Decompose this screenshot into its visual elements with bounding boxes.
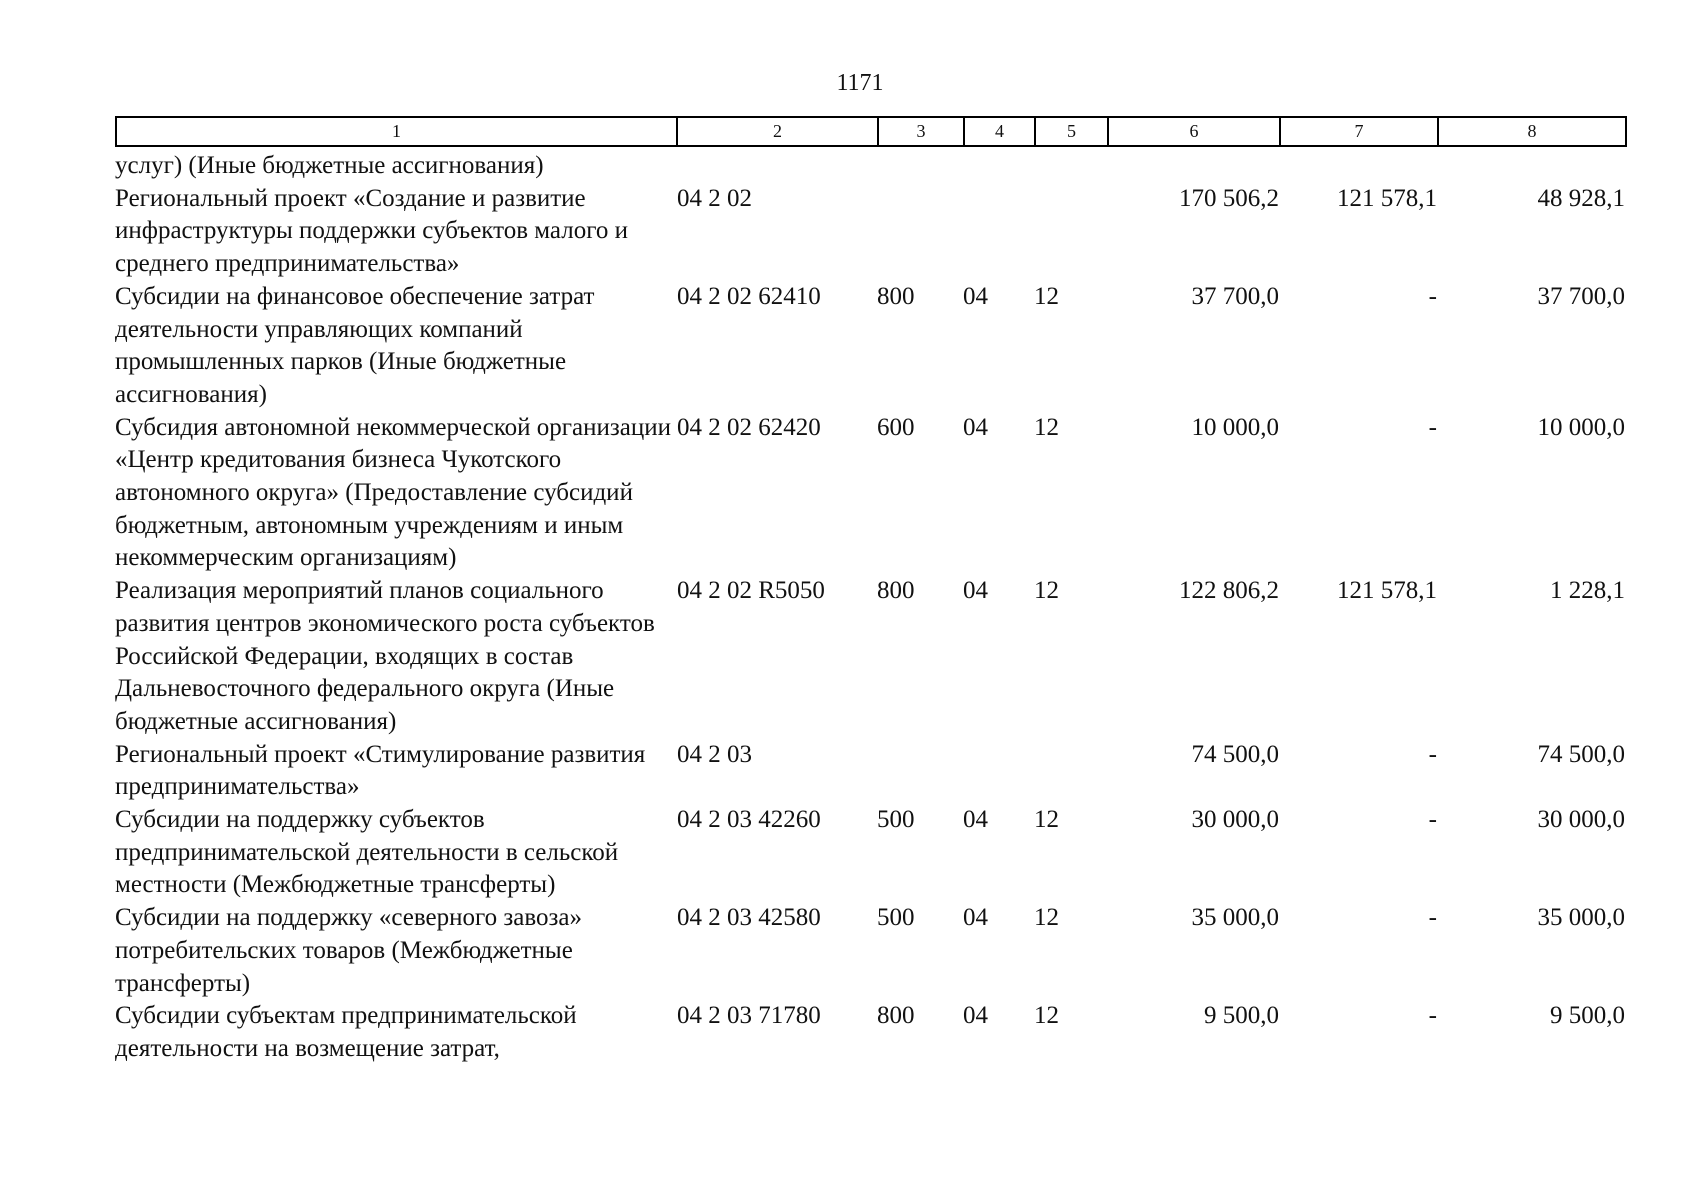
- column-number: 6: [1108, 117, 1280, 146]
- table-row: [115, 1000, 1625, 1065]
- table-row: [115, 902, 1625, 1000]
- expense-type: 500: [877, 904, 915, 932]
- row-name: Региональный проект «Создание и развитие инфраструктуры поддержки субъектов малого и среднего предпринимательства»: [115, 184, 628, 278]
- expense-type: 800: [877, 577, 915, 605]
- subsection: [1034, 183, 1107, 281]
- table-row: [115, 804, 1625, 902]
- amount-federal: -: [1428, 1002, 1437, 1030]
- row-name: Реализация мероприятий планов социального развития центров экономического роста субъектов Российской Федерации, входящих в состав Дальневосточного федерального округа (Иные бюджетные ассигнования): [115, 577, 655, 735]
- expense-type: [877, 183, 963, 281]
- row-name: Субсидия автономной некоммерческой организации «Центр кредитования бизнеса Чукотского автономного округа» (Предоставление субсидий бюджетным, автономным учреждениям и иным некоммерческим организациям): [115, 413, 671, 572]
- amount-total: [1107, 150, 1279, 183]
- table-row: [115, 575, 1625, 739]
- expense-type: 800: [877, 282, 915, 310]
- subsection: [1034, 150, 1107, 183]
- target-code: 04 2 02 62410: [677, 282, 821, 310]
- target-code: 04 2 03 71780: [677, 1002, 821, 1030]
- target-code: 04 2 03 42580: [677, 904, 821, 932]
- amount-federal: [1279, 150, 1437, 183]
- amount-federal: 121 578,1: [1337, 577, 1437, 605]
- amount-total: 170 506,2: [1179, 184, 1279, 212]
- subsection: 12: [1034, 577, 1059, 605]
- section: 04: [963, 806, 988, 834]
- subsection: [1034, 739, 1107, 804]
- column-header-table: [115, 116, 1627, 147]
- amount-total: 35 000,0: [1191, 904, 1279, 932]
- target-code: 04 2 02 R5050: [677, 577, 825, 605]
- subsection: 12: [1034, 806, 1059, 834]
- section: [963, 739, 1034, 804]
- amount-federal: -: [1428, 282, 1437, 310]
- amount-total: 122 806,2: [1179, 577, 1279, 605]
- amount-total: 30 000,0: [1191, 806, 1279, 834]
- table-row: [115, 150, 1625, 183]
- amount-regional: 9 500,0: [1550, 1002, 1625, 1030]
- column-number: 8: [1438, 117, 1626, 146]
- amount-regional: 35 000,0: [1537, 904, 1625, 932]
- amount-regional: 10 000,0: [1537, 413, 1625, 441]
- subsection: 12: [1034, 282, 1059, 310]
- row-name: Субсидии на финансовое обеспечение затрат деятельности управляющих компаний промышленных парков (Иные бюджетные ассигнования): [115, 282, 595, 408]
- table-row: [115, 281, 1625, 412]
- expense-type: [877, 150, 963, 183]
- amount-total: 37 700,0: [1191, 282, 1279, 310]
- section: 04: [963, 282, 988, 310]
- column-number-row: [116, 117, 1626, 146]
- amount-total: 9 500,0: [1204, 1002, 1279, 1030]
- amount-regional: 1 228,1: [1550, 577, 1625, 605]
- amount-federal: -: [1428, 413, 1437, 441]
- amount-federal: -: [1428, 806, 1437, 834]
- amount-federal: -: [1428, 740, 1437, 768]
- amount-federal: -: [1428, 904, 1437, 932]
- target-code: [676, 150, 877, 183]
- amount-regional: [1437, 150, 1625, 183]
- section: 04: [963, 1002, 988, 1030]
- amount-regional: 37 700,0: [1537, 282, 1625, 310]
- amount-regional: 30 000,0: [1537, 806, 1625, 834]
- section: [963, 150, 1034, 183]
- budget-table: [115, 150, 1625, 1066]
- expense-type: 800: [877, 1002, 915, 1030]
- table-row: [115, 183, 1625, 281]
- section: 04: [963, 413, 988, 441]
- amount-regional: 48 928,1: [1537, 184, 1625, 212]
- target-code: 04 2 02: [677, 184, 752, 212]
- section: [963, 183, 1034, 281]
- section: 04: [963, 577, 988, 605]
- subsection: 12: [1034, 1002, 1059, 1030]
- expense-type: [877, 739, 963, 804]
- subsection: 12: [1034, 904, 1059, 932]
- column-number: 4: [964, 117, 1035, 146]
- expense-type: 500: [877, 806, 915, 834]
- target-code: 04 2 03 42260: [677, 806, 821, 834]
- row-name: Субсидии субъектам предпринимательской деятельности на возмещение затрат,: [115, 1002, 577, 1062]
- amount-regional: 74 500,0: [1537, 740, 1625, 768]
- table-row: [115, 412, 1625, 576]
- page-number: 1171: [836, 70, 884, 96]
- subsection: 12: [1034, 413, 1059, 441]
- amount-federal: 121 578,1: [1337, 184, 1437, 212]
- amount-total: 74 500,0: [1191, 740, 1279, 768]
- target-code: 04 2 02 62420: [677, 413, 821, 441]
- row-name: Региональный проект «Стимулирование развития предпринимательства»: [115, 740, 646, 801]
- table-row: [115, 739, 1625, 804]
- row-name: Субсидии на поддержку «северного завоза» потребительских товаров (Межбюджетные трансферты): [115, 904, 582, 997]
- column-number: 5: [1035, 117, 1108, 146]
- column-number: 2: [677, 117, 878, 146]
- amount-total: 10 000,0: [1191, 413, 1279, 441]
- column-number: 1: [116, 117, 677, 146]
- expense-type: 600: [877, 413, 915, 441]
- column-number: 3: [878, 117, 964, 146]
- column-number: 7: [1280, 117, 1438, 146]
- target-code: 04 2 03: [677, 740, 752, 768]
- row-name: Субсидии на поддержку субъектов предпринимательской деятельности в сельской местности (Межбюджетные трансферты): [115, 806, 619, 899]
- section: 04: [963, 904, 988, 932]
- row-name: услуг) (Иные бюджетные ассигнования): [115, 152, 544, 179]
